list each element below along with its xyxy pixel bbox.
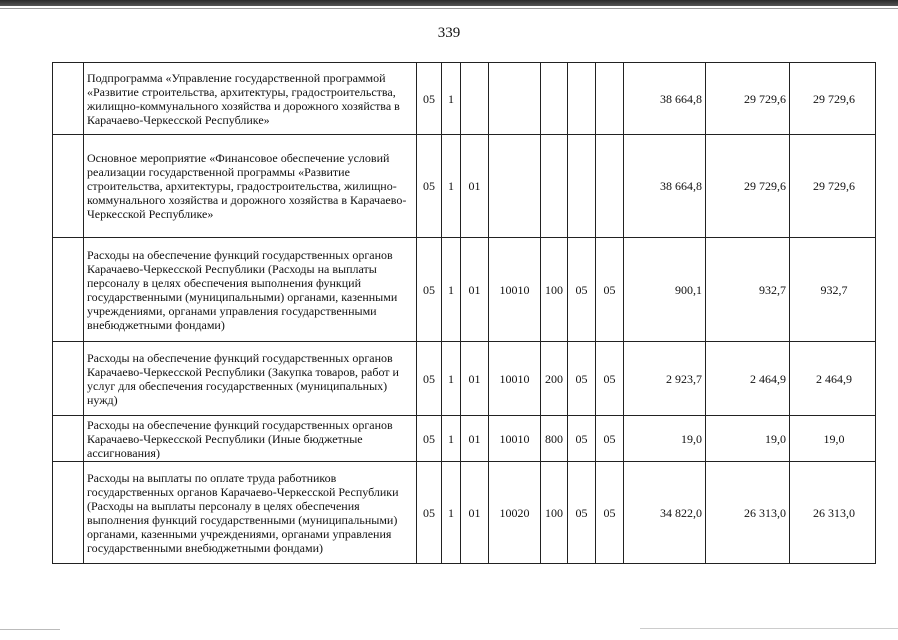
amount-year-1-cell: 38 664,8 — [624, 135, 706, 238]
om-code-cell: 01 — [461, 238, 489, 342]
table-body — [53, 63, 876, 564]
amount-year-2-cell: 19,0 — [706, 416, 790, 462]
subsection-code-cell: 05 — [596, 238, 624, 342]
scan-artifact-line — [0, 629, 60, 630]
gp-code-cell: 05 — [417, 63, 442, 135]
table-row — [53, 462, 876, 564]
row-number-cell — [53, 238, 84, 342]
om-code-cell — [461, 63, 489, 135]
page-top-rule — [0, 0, 898, 6]
section-code-cell: 05 — [568, 416, 596, 462]
amount-year-2-cell: 29 729,6 — [706, 135, 790, 238]
amount-year-3-cell: 19,0 — [790, 416, 876, 462]
pp-code-cell: 1 — [442, 416, 461, 462]
expense-type-cell — [541, 63, 568, 135]
expense-type-cell: 800 — [541, 416, 568, 462]
gp-code-cell: 05 — [417, 238, 442, 342]
table-row — [53, 342, 876, 416]
expense-name-cell: Расходы на обеспечение функций государственных органов Карачаево-Черкесской Республики (Иные бюджетные ассигнования) — [84, 416, 417, 462]
pp-code-cell: 1 — [442, 462, 461, 564]
amount-year-1-cell: 900,1 — [624, 238, 706, 342]
amount-year-3-cell: 2 464,9 — [790, 342, 876, 416]
section-code-cell: 05 — [568, 238, 596, 342]
direction-code-cell — [489, 63, 541, 135]
pp-code-cell: 1 — [442, 238, 461, 342]
expense-name-cell: Расходы на обеспечение функций государственных органов Карачаево-Черкесской Республики (Закупка товаров, работ и услуг для обеспечения государственных (муниципальных) нужд) — [84, 342, 417, 416]
page-top-rule-thin — [0, 8, 898, 9]
amount-year-3-cell: 29 729,6 — [790, 135, 876, 238]
section-code-cell — [568, 63, 596, 135]
scan-artifact-line — [640, 628, 898, 629]
section-code-cell: 05 — [568, 462, 596, 564]
direction-code-cell — [489, 135, 541, 238]
table-row — [53, 63, 876, 135]
amount-year-2-cell: 26 313,0 — [706, 462, 790, 564]
direction-code-cell: 10020 — [489, 462, 541, 564]
subsection-code-cell — [596, 135, 624, 238]
section-code-cell — [568, 135, 596, 238]
om-code-cell: 01 — [461, 135, 489, 238]
pp-code-cell: 1 — [442, 63, 461, 135]
pp-code-cell: 1 — [442, 135, 461, 238]
direction-code-cell: 10010 — [489, 342, 541, 416]
subsection-code-cell: 05 — [596, 416, 624, 462]
direction-code-cell: 10010 — [489, 238, 541, 342]
row-number-cell — [53, 63, 84, 135]
amount-year-1-cell: 34 822,0 — [624, 462, 706, 564]
amount-year-3-cell: 26 313,0 — [790, 462, 876, 564]
expense-name-cell: Расходы на обеспечение функций государственных органов Карачаево-Черкесской Республики (Расходы на выплаты персоналу в целях обеспечения выполнения функций государственными (муниципальными) органами, казенными учреждениями, органами управления государственными внебюджетными фондами) — [84, 238, 417, 342]
gp-code-cell: 05 — [417, 416, 442, 462]
section-code-cell: 05 — [568, 342, 596, 416]
table-row — [53, 416, 876, 462]
expense-name-cell: Основное мероприятие «Финансовое обеспечение условий реализации государственной программы «Развитие строительства, архитектуры, градостроительства, жилищно-коммунального хозяйства и дорожного хозяйства в Карачаево-Черкесской Республике» — [84, 135, 417, 238]
table-row — [53, 238, 876, 342]
row-number-cell — [53, 462, 84, 564]
amount-year-2-cell: 2 464,9 — [706, 342, 790, 416]
om-code-cell: 01 — [461, 342, 489, 416]
expense-type-cell — [541, 135, 568, 238]
direction-code-cell: 10010 — [489, 416, 541, 462]
expense-name-cell: Подпрограмма «Управление государственной программой «Развитие строительства, архитектуры, градостроительства, жилищно-коммунального хозяйства и дорожного хозяйства в Карачаево-Черкесской Республике» — [84, 63, 417, 135]
budget-table — [52, 62, 876, 564]
amount-year-2-cell: 29 729,6 — [706, 63, 790, 135]
om-code-cell: 01 — [461, 462, 489, 564]
amount-year-1-cell: 19,0 — [624, 416, 706, 462]
subsection-code-cell — [596, 63, 624, 135]
row-number-cell — [53, 342, 84, 416]
amount-year-3-cell: 932,7 — [790, 238, 876, 342]
table-row — [53, 135, 876, 238]
expense-type-cell: 100 — [541, 238, 568, 342]
expense-name-cell: Расходы на выплаты по оплате труда работников государственных органов Карачаево-Черкесской Республики (Расходы на выплаты персоналу в целях обеспечения выполнения функций государственными (муниципальными) органами, казенными учреждениями, органами управления государственными внебюджетными фондами) — [84, 462, 417, 564]
subsection-code-cell: 05 — [596, 342, 624, 416]
amount-year-1-cell: 38 664,8 — [624, 63, 706, 135]
row-number-cell — [53, 416, 84, 462]
gp-code-cell: 05 — [417, 135, 442, 238]
subsection-code-cell: 05 — [596, 462, 624, 564]
gp-code-cell: 05 — [417, 462, 442, 564]
amount-year-1-cell: 2 923,7 — [624, 342, 706, 416]
row-number-cell — [53, 135, 84, 238]
gp-code-cell: 05 — [417, 342, 442, 416]
om-code-cell: 01 — [461, 416, 489, 462]
page-number: 339 — [437, 25, 461, 41]
pp-code-cell: 1 — [442, 342, 461, 416]
expense-type-cell: 200 — [541, 342, 568, 416]
expense-type-cell: 100 — [541, 462, 568, 564]
amount-year-2-cell: 932,7 — [706, 238, 790, 342]
amount-year-3-cell: 29 729,6 — [790, 63, 876, 135]
